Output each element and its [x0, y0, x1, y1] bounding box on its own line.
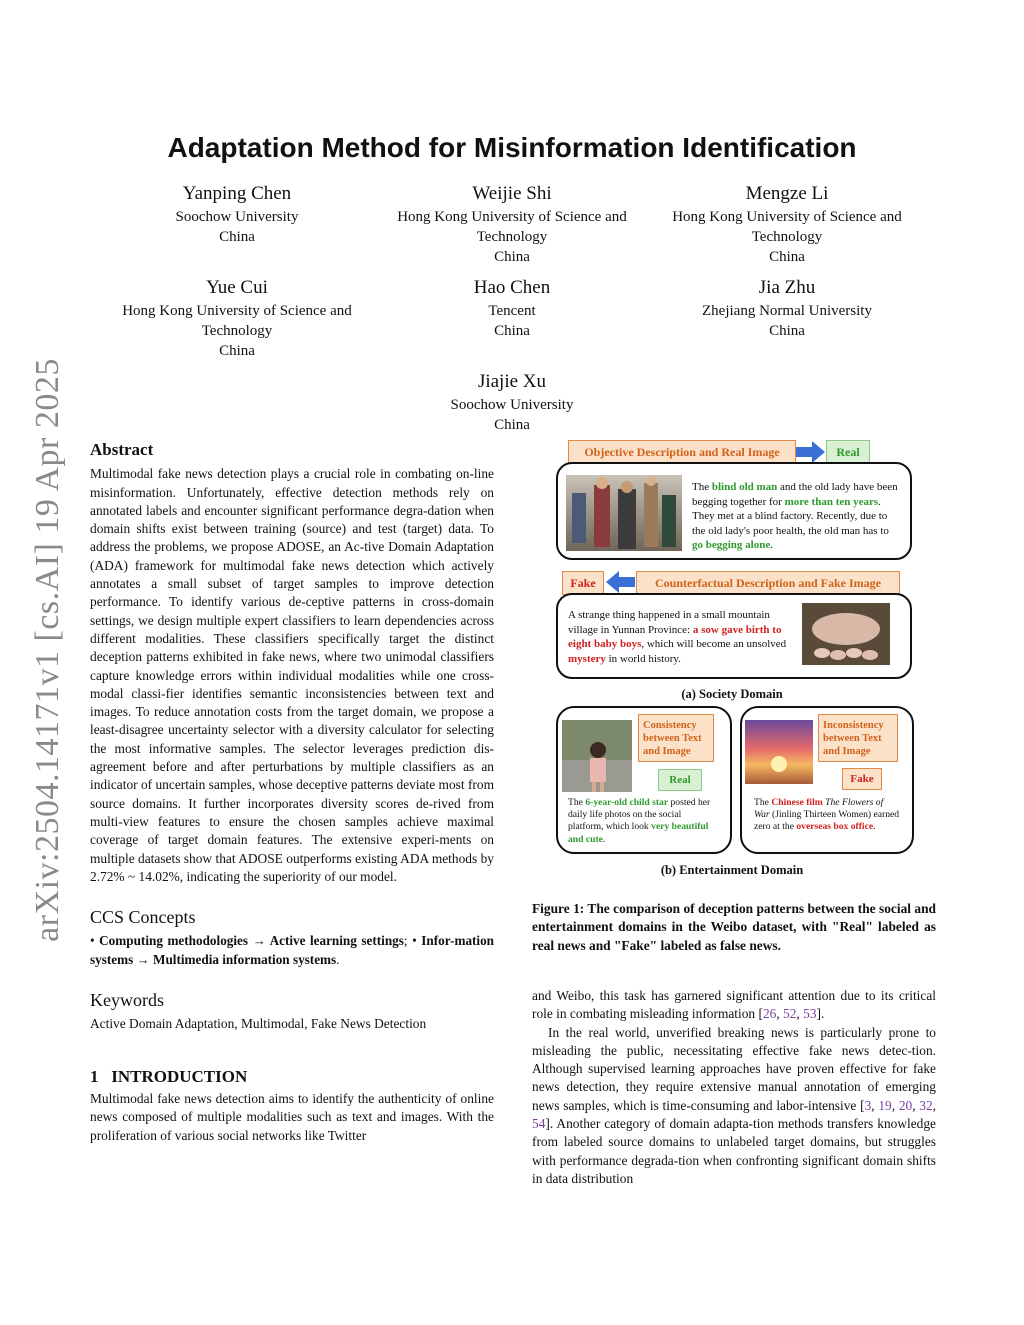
- society-real-description: The blind old man and the old lady have been begging together for more than ten years. They met at a blind factory. Recently, due to the old lady's poor health, the old man has to go begging alone.: [692, 481, 898, 551]
- author-country: China: [769, 249, 805, 265]
- street-photo-image: [566, 475, 682, 551]
- sow-photo-image: [802, 603, 890, 665]
- arxiv-identifier-stamp: arXiv:2504.14171v1 [cs.AI] 19 Apr 2025: [29, 358, 66, 942]
- citation-link[interactable]: 19: [878, 1097, 892, 1113]
- real-result-label: Real: [658, 769, 702, 791]
- author-name: Yanping Chen: [182, 183, 292, 204]
- ccs-term: Infor-mation systems: [90, 933, 495, 967]
- citation-link[interactable]: 3: [864, 1097, 872, 1113]
- author-affiliation: Technology: [201, 323, 273, 339]
- fake-result-label: Fake: [562, 571, 604, 595]
- keywords-text: Active Domain Adaptation, Multimodal, Fake News Detection: [90, 1016, 427, 1032]
- inconsistency-label: Inconsistency between Text and Image: [818, 714, 898, 762]
- arrow-left-icon: [604, 570, 636, 594]
- left-column: [90, 441, 494, 1145]
- counterfactual-description-label: Counterfactual Description and Fake Image: [636, 571, 900, 595]
- author-country: China: [494, 249, 530, 265]
- society-fake-description: A strange thing happened in a small mountain village in Yunnan Province: a sow gave birth to eight baby boys, which will become an unsolved mystery in world history.: [568, 609, 787, 665]
- fake-result-label: Fake: [842, 768, 882, 790]
- author-name: Weijie Shi: [472, 183, 552, 204]
- abstract-heading: Abstract: [90, 440, 154, 459]
- real-result-label: Real: [826, 440, 870, 464]
- paper-title: Adaptation Method for Misinformation Identification: [167, 132, 857, 163]
- author-affiliation: Hong Kong University of Science and: [397, 209, 627, 225]
- citation-link[interactable]: 32: [919, 1097, 933, 1113]
- right-column: [532, 987, 936, 1188]
- ccs-term: Computing methodologies: [99, 933, 249, 949]
- author-name: Hao Chen: [473, 277, 551, 298]
- ccs-concepts: • Computing methodologies → Active learning settings; • Infor-mation systems → Multimedia information systems.: [90, 933, 495, 967]
- author-block: [377, 369, 647, 435]
- ccs-term: Active learning settings: [269, 933, 404, 949]
- author-affiliation: Hong Kong University of Science and: [672, 209, 902, 225]
- entertainment-fake-description: The Chinese film The Flowers of War (Jinling Thirteen Women) earned zero at the overseas box office.: [754, 797, 900, 833]
- author-block: [652, 275, 922, 341]
- author-country: China: [494, 417, 530, 433]
- author-affiliation: Zhejiang Normal University: [702, 303, 872, 319]
- author-country: China: [219, 343, 255, 359]
- author-name: Yue Cui: [206, 277, 268, 298]
- author-name: Jiajie Xu: [477, 371, 547, 392]
- author-affiliation: Hong Kong University of Science and: [122, 303, 352, 319]
- author-name: Jia Zhu: [758, 277, 816, 298]
- author-affiliation: Soochow University: [175, 209, 299, 225]
- introduction-text: Multimodal fake news detection aims to identify the authenticity of online news composed of multiple modalities such as text and images. With the proliferation of various social networks like Twitter: [90, 1090, 494, 1143]
- author-block: [102, 275, 372, 361]
- author-affiliation: Technology: [476, 229, 548, 245]
- citation-link[interactable]: 53: [803, 1006, 817, 1022]
- entertainment-real-description: The 6-year-old child star posted her daily life photos on the social platform, which look very beautiful and cute.: [568, 797, 711, 845]
- author-block: [652, 181, 922, 267]
- arrow-right-icon: [796, 440, 826, 464]
- author-block: [377, 275, 647, 341]
- author-affiliation: Tencent: [488, 303, 536, 319]
- introduction-text: and Weibo, this task has garnered significant attention due to its critical role in combating misleading information [26, 52, 53].: [532, 988, 936, 1022]
- consistency-label: Consistency between Text and Image: [638, 714, 714, 762]
- child-star-photo-image: [562, 720, 632, 792]
- author-country: China: [494, 323, 530, 339]
- author-country: China: [769, 323, 805, 339]
- citation-link[interactable]: 26: [762, 1006, 777, 1022]
- sunset-photo-image: [745, 720, 813, 784]
- citation-link[interactable]: 54: [532, 1116, 546, 1132]
- author-affiliation: Soochow University: [450, 397, 574, 413]
- author-block: [102, 181, 372, 247]
- author-block: [377, 181, 647, 267]
- ccs-term: Multimedia information systems: [153, 951, 337, 967]
- objective-description-label: Objective Description and Real Image: [568, 440, 796, 464]
- introduction-text: In the real world, unverified breaking news is particularly prone to misleading the public, necessitating effective fake news detec-tion. Although supervised learning approaches have proven effective for fake news detection, they require extensive manual annotation of emerging news samples, which is time-consuming and labor-intensive [3, 19, 20, 32, 54]. Another category of domain adapta-tion methods transfers knowledge from labeled source domains to unlabeled target domains, but struggles with performance degrada-tion when confronting significant domain shifts in data distribution: [532, 1024, 937, 1186]
- citation-link[interactable]: 52: [783, 1006, 797, 1022]
- citation-link[interactable]: 20: [898, 1097, 913, 1113]
- author-country: China: [219, 229, 255, 245]
- ccs-heading: CCS Concepts: [90, 907, 196, 928]
- introduction-heading: 1 INTRODUCTION: [90, 1066, 248, 1086]
- figure-caption: Figure 1: The comparison of deception patterns between the social and entertainment domains in the Weibo dataset, with "Real" labeled as real news and "Fake" labeled as false news.: [532, 901, 936, 953]
- abstract-text: Multimodal fake news detection plays a crucial role in combating on-line misinformation. Unfortunately, effective detection methods rely on annotated labels and encounter significant performance degra-dation when domain shifts exist between training (source) and test (target) data. To address the problems, we propose ADOSE, an Ac-tive Domain Adaptation (ADA) framework for multimodal fake news detection which actively annotates a small subset of target samples to improve detection performance. To identify various de-ceptive patterns in cross-domain settings, we design multiple expert classifiers to learn dependencies across different modalities. These classifiers specifically target the distinct deception patterns exhibited in fake news, where two unimodal classifiers capture knowledge errors within individual modalities while one cross-modal classi-fier identifies semantic inconsistencies between text and images. To reduce annotation costs from the target domain, we propose a least-disagree uncertainty selector with a diversity calculator for selecting the most informative samples. The selector leverages prediction dis-agreement before and after perturbations by multiple classifiers as an indicator of uncertain samples, whose deceptive patterns deviate most from source domains. It further incorporates diversity scores de-rived from multi-view features to ensure the chosen samples achieve maximal coverage of target domain features. The extensive experi-ments on multiple datasets show that ADOSE outperforms existing ADA methods by 2.72% ~ 14.02%, indicating the superiority of our model.: [90, 466, 494, 884]
- author-name: Mengze Li: [745, 183, 829, 204]
- entertainment-domain-caption: (b) Entertainment Domain: [660, 863, 804, 877]
- author-affiliation: Technology: [751, 229, 823, 245]
- society-domain-caption: (a) Society Domain: [681, 687, 783, 701]
- keywords-heading: Keywords: [90, 990, 164, 1011]
